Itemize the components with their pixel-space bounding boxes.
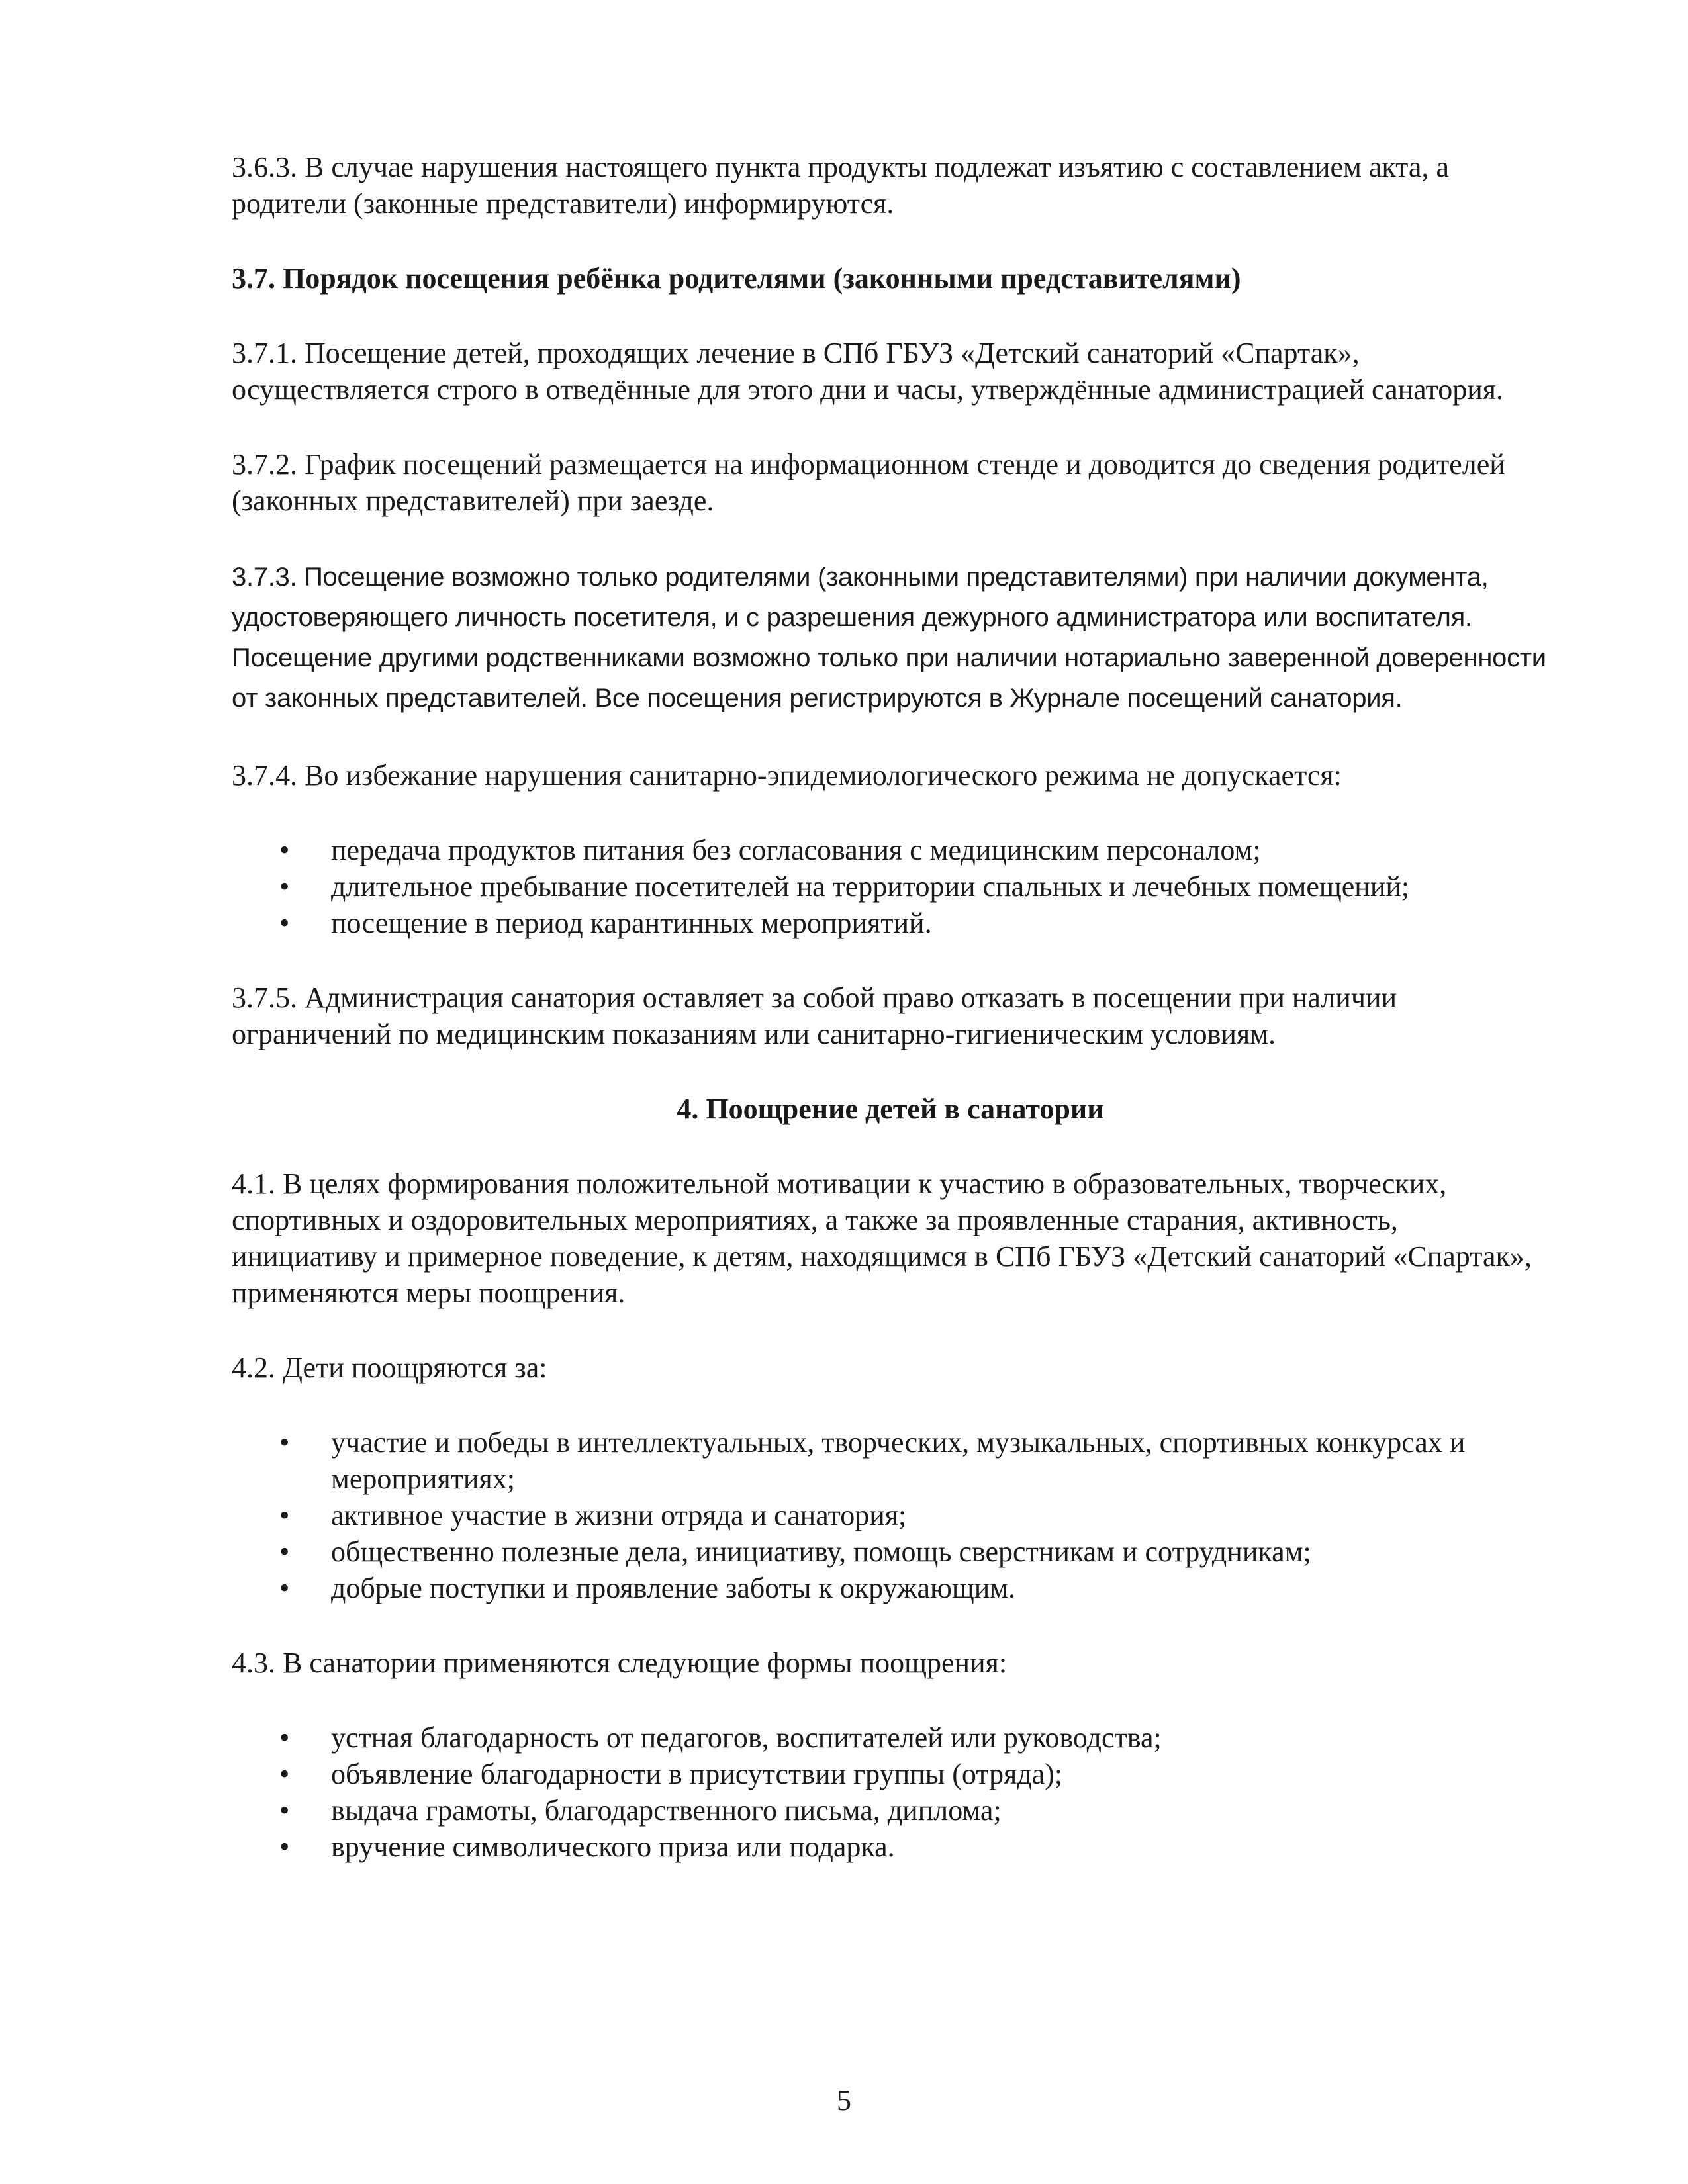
list-item: [232, 1533, 1549, 1570]
list-item-text: передача продуктов питания без согласования с медицинским персоналом;: [331, 834, 1261, 866]
list-item: [232, 1424, 1549, 1497]
list-item: [232, 1756, 1549, 1792]
bullet-list-3-7-4: [232, 832, 1549, 941]
list-item: [232, 868, 1549, 905]
list-item: [232, 1719, 1549, 1756]
bullet-icon: •: [279, 1535, 290, 1568]
list-item-text: участие и победы в интеллектуальных, творческих, музыкальных, спортивных конкурсах и мероприятиях;: [331, 1426, 1466, 1495]
paragraph-3-6-3: 3.6.3. В случае нарушения настоящего пункта продукты подлежат изъятию с составлением акта, а родители (законные представители) информируются.: [232, 151, 1449, 220]
list-item-text: посещение в период карантинных мероприятий.: [331, 907, 932, 939]
paragraph-3-7-1: 3.7.1. Посещение детей, проходящих лечение в СПб ГБУЗ «Детский санаторий «Спартак», осуществляется строго в отведённые для этого дни и часы, утверждённые администрацией санатория.: [232, 337, 1503, 406]
bullet-icon: •: [279, 1758, 290, 1790]
bullet-icon: •: [279, 1572, 290, 1604]
document-body: [232, 149, 1549, 1903]
bullet-icon: •: [279, 834, 290, 866]
bullet-list-4-3: [232, 1719, 1549, 1865]
list-item-text: добрые поступки и проявление заботы к окружающим.: [331, 1572, 1016, 1604]
list-item-text: общественно полезные дела, инициативу, помощь сверстникам и сотрудникам;: [331, 1535, 1311, 1568]
bullet-icon: •: [279, 907, 290, 939]
list-item: [232, 1570, 1549, 1606]
list-item-text: объявление благодарности в присутствии группы (отряда);: [331, 1758, 1063, 1790]
paragraph-4-1: 4.1. В целях формирования положительной мотивации к участию в образовательных, творческих, спортивных и оздоровительных мероприятиях, а также за проявленные старания, активность, инициативу и примерное поведение, к детям, находящимся в СПб ГБУЗ «Детский санаторий «Спартак», применяются меры поощрения.: [232, 1167, 1532, 1309]
bullet-icon: •: [279, 870, 290, 903]
bullet-icon: •: [279, 1499, 290, 1531]
list-item: [232, 832, 1549, 868]
paragraph-4-3: 4.3. В санатории применяются следующие формы поощрения:: [232, 1647, 1008, 1679]
paragraph-4-2: 4.2. Дети поощряются за:: [232, 1351, 547, 1384]
bullet-icon: •: [279, 1794, 290, 1827]
section-heading-4: 4. Поощрение детей в санатории: [677, 1093, 1104, 1125]
list-item-text: длительное пребывание посетителей на территории спальных и лечебных помещений;: [331, 870, 1410, 903]
list-item-text: устная благодарность от педагогов, воспитателей или руководства;: [331, 1721, 1162, 1754]
list-item-text: вручение символического приза или подарка.: [331, 1831, 895, 1863]
list-item-text: выдача грамоты, благодарственного письма, диплома;: [331, 1794, 1002, 1827]
paragraph-3-7-5: 3.7.5. Администрация санатория оставляет за собой право отказать в посещении при наличии ограничений по медицинским показаниям или санитарно-гигиеническим условиям.: [232, 981, 1397, 1050]
bullet-icon: •: [279, 1426, 290, 1459]
list-item: [232, 1829, 1549, 1865]
bullet-list-4-2: [232, 1424, 1549, 1606]
list-item: [232, 1792, 1549, 1829]
section-heading-3-7: 3.7. Порядок посещения ребёнка родителями (законными представителями): [232, 262, 1241, 295]
list-item: [232, 1497, 1549, 1533]
bullet-icon: •: [279, 1721, 290, 1754]
paragraph-3-7-4: 3.7.4. Во избежание нарушения санитарно-эпидемиологического режима не допускается:: [232, 759, 1342, 792]
page-number: 5: [837, 2084, 851, 2116]
paragraph-3-7-2: 3.7.2. График посещений размещается на информационном стенде и доводится до сведения родителей (законных представителей) при заезде.: [232, 448, 1505, 517]
list-item: [232, 905, 1549, 941]
bullet-icon: •: [279, 1831, 290, 1863]
list-item-text: активное участие в жизни отряда и санатория;: [331, 1499, 907, 1531]
paragraph-3-7-3: 3.7.3. Посещение возможно только родителями (законными представителями) при наличии документа, удостоверяющего личность посетителя, и с разрешения дежурного администратора или воспитателя. Посещение другими родственниками возможно только при наличии нотариально заверенной доверенности от законных представителей. Все посещения регистрируются в Журнале посещений санатория.: [232, 563, 1546, 713]
